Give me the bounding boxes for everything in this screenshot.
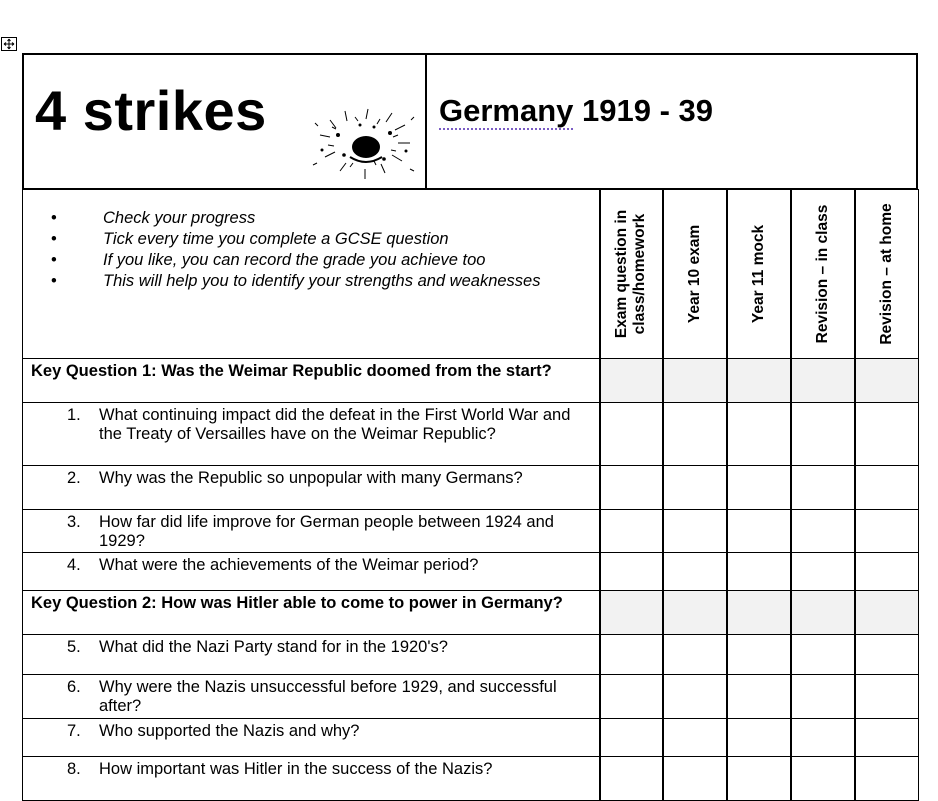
tick-cell[interactable] bbox=[663, 591, 727, 635]
title-cell bbox=[24, 55, 427, 188]
tick-cell[interactable] bbox=[791, 675, 855, 719]
instructions-row bbox=[23, 190, 919, 359]
key-question-row bbox=[23, 359, 919, 403]
instruction-item: • This will help you to identify your strengths and weaknesses bbox=[51, 271, 599, 292]
tick-cell[interactable] bbox=[791, 359, 855, 403]
tick-cell[interactable] bbox=[727, 635, 791, 675]
instruction-item: • If you like, you can record the grade you achieve too bbox=[51, 250, 599, 271]
question-row bbox=[23, 403, 919, 466]
tick-cell[interactable] bbox=[855, 591, 919, 635]
tick-cell[interactable] bbox=[727, 510, 791, 553]
tick-cell[interactable] bbox=[600, 466, 664, 510]
tick-cell[interactable] bbox=[600, 635, 664, 675]
instruction-item: • Check your progress bbox=[51, 208, 599, 229]
tick-cell[interactable] bbox=[663, 757, 727, 801]
question-cell: 6. Why were the Nazis unsuccessful before 1929, and successful after? bbox=[23, 675, 600, 719]
key-question-title: Key Question 1: Was the Weimar Republic doomed from the start? bbox=[23, 359, 600, 403]
instructions-cell bbox=[23, 190, 600, 359]
tick-cell[interactable] bbox=[727, 403, 791, 466]
tick-cell[interactable] bbox=[663, 510, 727, 553]
column-header-revision-class: Revision – in class bbox=[791, 190, 855, 359]
key-question-title: Key Question 2: How was Hitler able to come to power in Germany? bbox=[23, 591, 600, 635]
tick-cell[interactable] bbox=[727, 466, 791, 510]
question-row bbox=[23, 675, 919, 719]
tick-cell[interactable] bbox=[663, 635, 727, 675]
tick-cell[interactable] bbox=[600, 757, 664, 801]
tick-cell[interactable] bbox=[600, 719, 664, 757]
question-cell: 8. How important was Hitler in the success of the Nazis? bbox=[23, 757, 600, 801]
question-row bbox=[23, 635, 919, 675]
tick-cell[interactable] bbox=[791, 510, 855, 553]
tick-cell[interactable] bbox=[791, 719, 855, 757]
tick-cell[interactable] bbox=[727, 359, 791, 403]
question-row bbox=[23, 553, 919, 591]
worksheet-header bbox=[22, 53, 918, 190]
tick-cell[interactable] bbox=[600, 510, 664, 553]
tick-cell[interactable] bbox=[663, 675, 727, 719]
question-row bbox=[23, 757, 919, 801]
tick-cell[interactable] bbox=[727, 719, 791, 757]
tick-cell[interactable] bbox=[791, 553, 855, 591]
instructions-list bbox=[23, 190, 599, 292]
subtitle-years: 1919 - 39 bbox=[573, 93, 714, 128]
tick-cell[interactable] bbox=[600, 553, 664, 591]
tick-cell[interactable] bbox=[663, 466, 727, 510]
tick-cell[interactable] bbox=[855, 359, 919, 403]
tick-cell[interactable] bbox=[855, 510, 919, 553]
tick-cell[interactable] bbox=[727, 553, 791, 591]
tick-cell[interactable] bbox=[727, 757, 791, 801]
key-question-row bbox=[23, 591, 919, 635]
question-cell: 4. What were the achievements of the Weimar period? bbox=[23, 553, 600, 591]
tick-cell[interactable] bbox=[855, 403, 919, 466]
tick-cell[interactable] bbox=[855, 675, 919, 719]
tick-cell[interactable] bbox=[727, 675, 791, 719]
tick-cell[interactable] bbox=[663, 403, 727, 466]
question-cell: 2. Why was the Republic so unpopular with many Germans? bbox=[23, 466, 600, 510]
page-title: 4 strikes bbox=[35, 79, 267, 142]
tick-cell[interactable] bbox=[600, 403, 664, 466]
tick-cell[interactable] bbox=[855, 635, 919, 675]
subtitle-germany: Germany bbox=[439, 93, 574, 128]
question-row bbox=[23, 719, 919, 757]
question-cell: 7. Who supported the Nazis and why? bbox=[23, 719, 600, 757]
column-header-exam-question: Exam question in class/homework bbox=[600, 190, 664, 359]
tick-cell[interactable] bbox=[791, 403, 855, 466]
tick-cell[interactable] bbox=[855, 757, 919, 801]
tick-cell[interactable] bbox=[663, 719, 727, 757]
tick-cell[interactable] bbox=[600, 591, 664, 635]
instruction-item: • Tick every time you complete a GCSE question bbox=[51, 229, 599, 250]
tick-cell[interactable] bbox=[600, 675, 664, 719]
tick-cell[interactable] bbox=[600, 359, 664, 403]
column-header-year10-exam: Year 10 exam bbox=[663, 190, 727, 359]
tick-cell[interactable] bbox=[855, 466, 919, 510]
tick-cell[interactable] bbox=[855, 719, 919, 757]
question-cell: 5. What did the Nazi Party stand for in the 1920's? bbox=[23, 635, 600, 675]
tick-cell[interactable] bbox=[855, 553, 919, 591]
tick-cell[interactable] bbox=[663, 359, 727, 403]
table-move-handle-icon[interactable] bbox=[1, 37, 17, 51]
tick-cell[interactable] bbox=[727, 591, 791, 635]
tick-cell[interactable] bbox=[791, 591, 855, 635]
tick-cell[interactable] bbox=[791, 635, 855, 675]
column-header-year11-mock: Year 11 mock bbox=[727, 190, 791, 359]
question-row bbox=[23, 466, 919, 510]
question-cell: 3. How far did life improve for German people between 1924 and 1929? bbox=[23, 510, 600, 553]
tick-cell[interactable] bbox=[791, 757, 855, 801]
subtitle bbox=[439, 91, 713, 131]
tick-cell[interactable] bbox=[791, 466, 855, 510]
progress-table bbox=[22, 189, 918, 801]
question-row bbox=[23, 510, 919, 553]
column-header-revision-home: Revision – at home bbox=[855, 190, 919, 359]
tick-cell[interactable] bbox=[663, 553, 727, 591]
question-cell: 1. What continuing impact did the defeat in the First World War and the Treaty of Versailles have on the Weimar Republic? bbox=[23, 403, 600, 466]
bowling-strike-icon bbox=[310, 105, 420, 185]
